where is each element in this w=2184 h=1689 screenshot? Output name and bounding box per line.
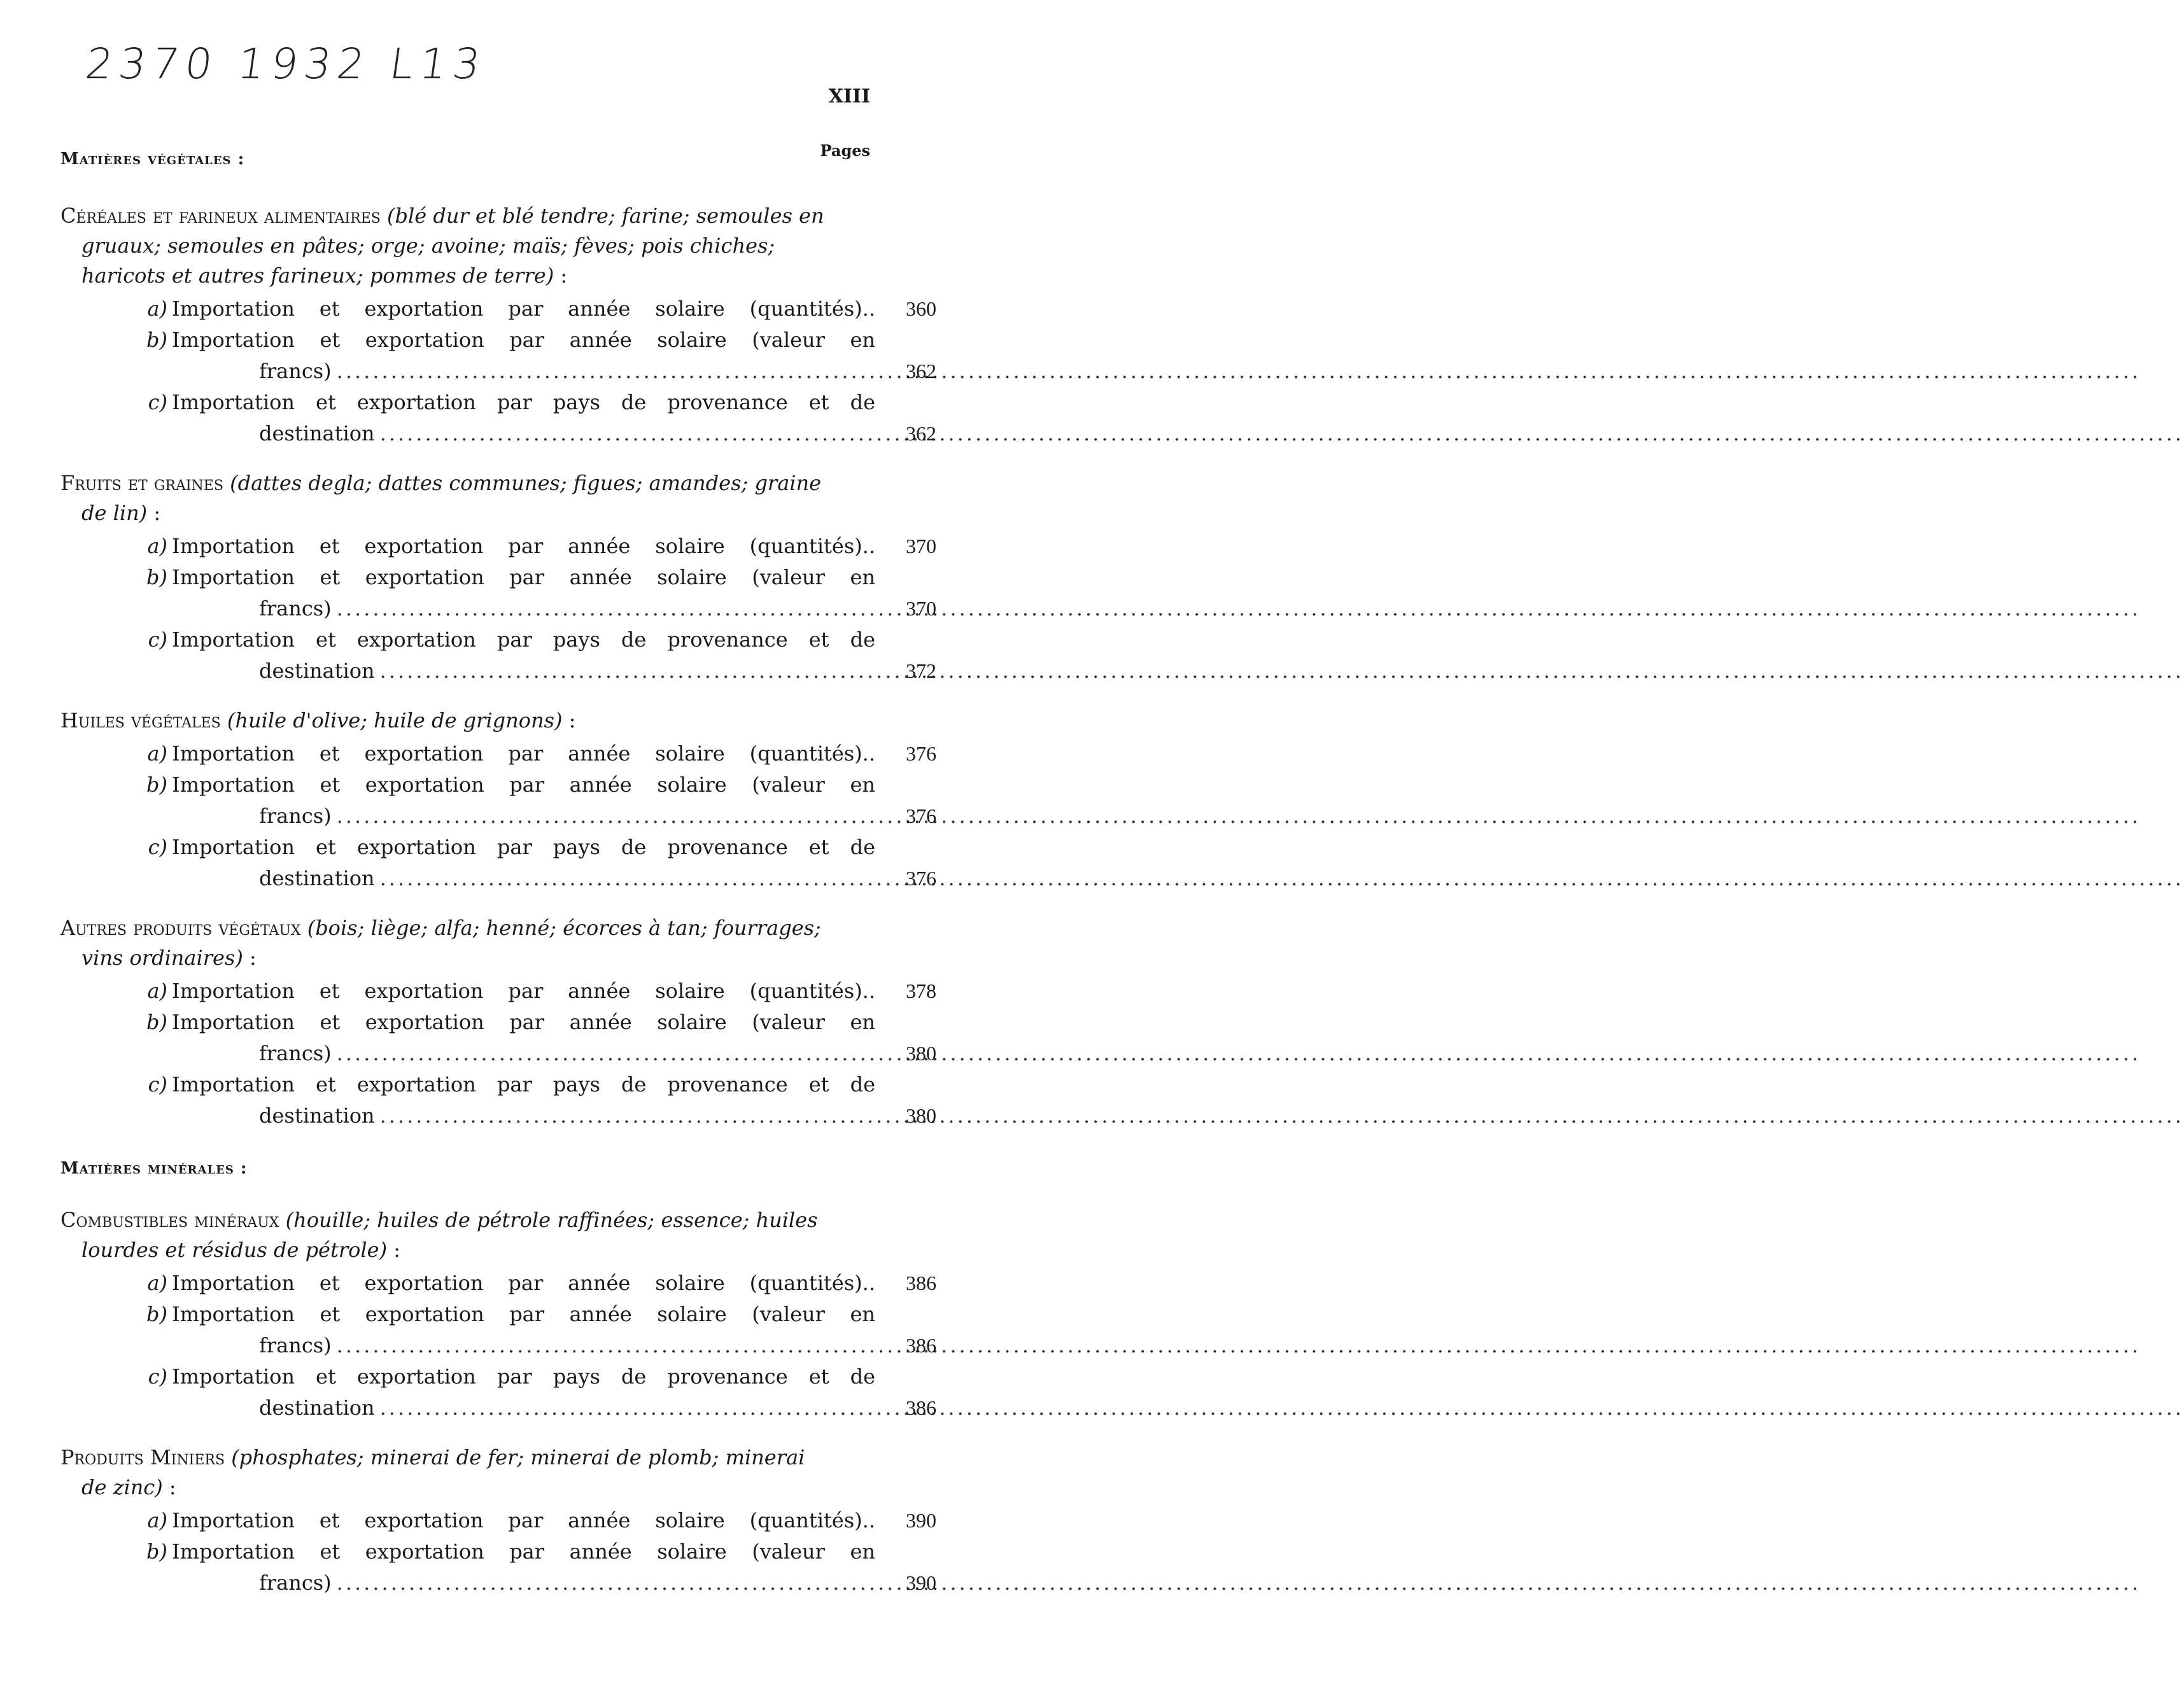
entry-page-number: 386 [906, 1272, 936, 1294]
section-heading [60, 1205, 833, 1265]
entry-text-continuation: destination [259, 1104, 375, 1128]
entry-text: Importation et exportation par année solaire (quantités).. [172, 534, 875, 558]
toc-entry [60, 1268, 936, 1299]
entry-text: Importation et exportation par pays de provenance et de [172, 1364, 875, 1389]
dot-leader [337, 801, 2141, 832]
toc-section [60, 201, 936, 449]
entry-letter: a) [147, 534, 167, 558]
toc-entry [60, 531, 936, 562]
entry-page-number: 380 [906, 1104, 936, 1127]
section-heading-colon: : [387, 1238, 401, 1262]
dot-leader [380, 863, 2184, 894]
entry-letter: b) [146, 1010, 167, 1034]
dot-leader [337, 593, 2141, 624]
section-heading-contents: (dattes degla; dattes communes; figues; amandes; graine de lin) [81, 471, 822, 525]
entry-text: Importation et exportation par année solaire (valeur en [172, 565, 875, 589]
section-heading-title: Autres produits végétaux [60, 916, 301, 940]
toc-entry [60, 293, 936, 325]
entry-letter: a) [147, 297, 167, 321]
toc-entry [60, 1505, 936, 1536]
toc-entry [60, 769, 936, 832]
entry-text-continuation: destination [259, 1396, 375, 1420]
section-heading-colon: : [554, 263, 568, 288]
entry-text-continuation: francs) [259, 1571, 332, 1595]
section-heading-colon: : [243, 946, 257, 970]
entry-letter: a) [147, 741, 167, 766]
toc-entry [60, 1536, 936, 1599]
entry-text: Importation et exportation par pays de provenance et de [172, 835, 875, 859]
toc-entry [60, 387, 936, 449]
toc-entry [60, 976, 936, 1007]
entry-text-continuation: francs) [259, 1041, 332, 1065]
entry-page-number: 376 [906, 867, 936, 890]
dot-leader [380, 418, 2184, 449]
entry-page-number: 380 [906, 1042, 936, 1065]
toc-section [60, 1443, 936, 1599]
entry-page-number: 390 [906, 1509, 936, 1532]
entry-text: Importation et exportation par année solaire (quantités).. [172, 297, 875, 321]
entry-text-continuation: francs) [259, 1333, 332, 1357]
entry-text: Importation et exportation par année solaire (quantités).. [172, 741, 875, 766]
entry-letter: c) [148, 627, 167, 652]
toc-entry [60, 562, 936, 624]
entry-page-number: 378 [906, 979, 936, 1002]
section-heading [60, 201, 833, 291]
section-heading [60, 1443, 833, 1503]
section-heading-colon: : [147, 501, 161, 525]
entry-text: Importation et exportation par pays de provenance et de [172, 390, 875, 414]
table-of-contents [60, 148, 936, 1618]
dot-leader [337, 1330, 2141, 1361]
handwritten-note: 2370 1932 L13 [82, 39, 490, 88]
entry-text-continuation: destination [259, 421, 375, 445]
dot-leader [380, 1392, 2184, 1424]
entry-letter: c) [148, 1364, 167, 1389]
page-number: XIII [828, 85, 870, 108]
toc-section [60, 468, 936, 687]
section-heading-title: Fruits et graines [60, 471, 223, 495]
toc-entry [60, 325, 936, 387]
entry-page-number: 370 [906, 535, 936, 557]
dot-leader [337, 1038, 2141, 1069]
section-heading [60, 706, 833, 736]
part-title: Matières minérales : [60, 1159, 248, 1178]
toc-section [60, 913, 936, 1132]
entry-text-continuation: destination [259, 866, 375, 890]
entry-page-number: 360 [906, 297, 936, 320]
entry-letter: a) [147, 1508, 167, 1532]
dot-leader [337, 356, 2141, 387]
entry-letter: b) [146, 328, 167, 352]
section-heading-title: Huiles végétales [60, 708, 221, 732]
entry-letter: a) [147, 1271, 167, 1295]
pages-column-label: Pages [820, 141, 870, 160]
section-heading-title: Produits Miniers [60, 1445, 225, 1469]
toc-entry [60, 624, 936, 687]
toc-entry [60, 1299, 936, 1361]
entry-page-number: 362 [906, 360, 936, 382]
section-heading-contents: (bois; liège; alfa; henné; écorces à tan; fourrages; vins ordinaires) [81, 916, 821, 970]
entry-text-continuation: destination [259, 659, 375, 683]
entry-page-number: 362 [906, 422, 936, 445]
section-heading-title: Céréales et farineux alimentaires [60, 204, 381, 228]
dot-leader [337, 1567, 2141, 1599]
entry-text: Importation et exportation par année solaire (valeur en [172, 773, 875, 797]
section-heading [60, 468, 833, 528]
entry-text: Importation et exportation par année solaire (valeur en [172, 1539, 875, 1564]
toc-entry [60, 1069, 936, 1132]
dot-leader [380, 655, 2184, 687]
entry-text-continuation: francs) [259, 359, 332, 383]
entry-page-number: 390 [906, 1571, 936, 1594]
section-heading-contents: (phosphates; minerai de fer; minerai de plomb; minerai de zinc) [81, 1445, 805, 1499]
entry-text: Importation et exportation par année solaire (quantités).. [172, 1508, 875, 1532]
entry-letter: b) [146, 1302, 167, 1326]
entry-text: Importation et exportation par pays de provenance et de [172, 627, 875, 652]
entry-letter: a) [147, 979, 167, 1003]
entry-text: Importation et exportation par année solaire (valeur en [172, 328, 875, 352]
entry-text: Importation et exportation par année solaire (valeur en [172, 1302, 875, 1326]
entry-letter: c) [148, 835, 167, 859]
entry-text: Importation et exportation par année solaire (valeur en [172, 1010, 875, 1034]
part-title: Matières végétales : [60, 150, 245, 169]
section-heading-contents: (blé dur et blé tendre; farine; semoules en gruaux; semoules en pâtes; orge; avoine; maïs; fèves; pois chiches; haricots et autres farineux; pommes de terre) [81, 204, 824, 288]
entry-letter: b) [146, 565, 167, 589]
entry-letter: c) [148, 390, 167, 414]
section-heading-contents: (houille; huiles de pétrole raffinées; essence; huiles lourdes et résidus de pétrole) [81, 1208, 818, 1262]
entry-page-number: 370 [906, 597, 936, 620]
section-heading [60, 913, 833, 973]
section-heading-colon: : [562, 708, 576, 732]
entry-page-number: 372 [906, 659, 936, 682]
toc-entry [60, 832, 936, 894]
entry-letter: b) [146, 1539, 167, 1564]
toc-section [60, 706, 936, 894]
toc-section [60, 1205, 936, 1424]
entry-page-number: 376 [906, 742, 936, 765]
entry-text: Importation et exportation par année solaire (quantités).. [172, 979, 875, 1003]
section-heading-title: Combustibles minéraux [60, 1208, 279, 1232]
entry-page-number: 386 [906, 1396, 936, 1419]
entry-page-number: 386 [906, 1334, 936, 1357]
toc-entry [60, 1361, 936, 1424]
dot-leader [380, 1100, 2184, 1132]
toc-entry [60, 1007, 936, 1069]
entry-text: Importation et exportation par année solaire (quantités).. [172, 1271, 875, 1295]
entry-page-number: 376 [906, 804, 936, 827]
entry-text: Importation et exportation par pays de provenance et de [172, 1072, 875, 1097]
entry-text-continuation: francs) [259, 596, 332, 620]
document-page [0, 0, 936, 1689]
entry-letter: c) [148, 1072, 167, 1097]
section-heading-colon: : [162, 1475, 176, 1499]
entry-letter: b) [146, 773, 167, 797]
entry-text-continuation: francs) [259, 804, 332, 828]
toc-entry [60, 738, 936, 769]
section-heading-contents: (huile d'olive; huile de grignons) [227, 708, 563, 732]
